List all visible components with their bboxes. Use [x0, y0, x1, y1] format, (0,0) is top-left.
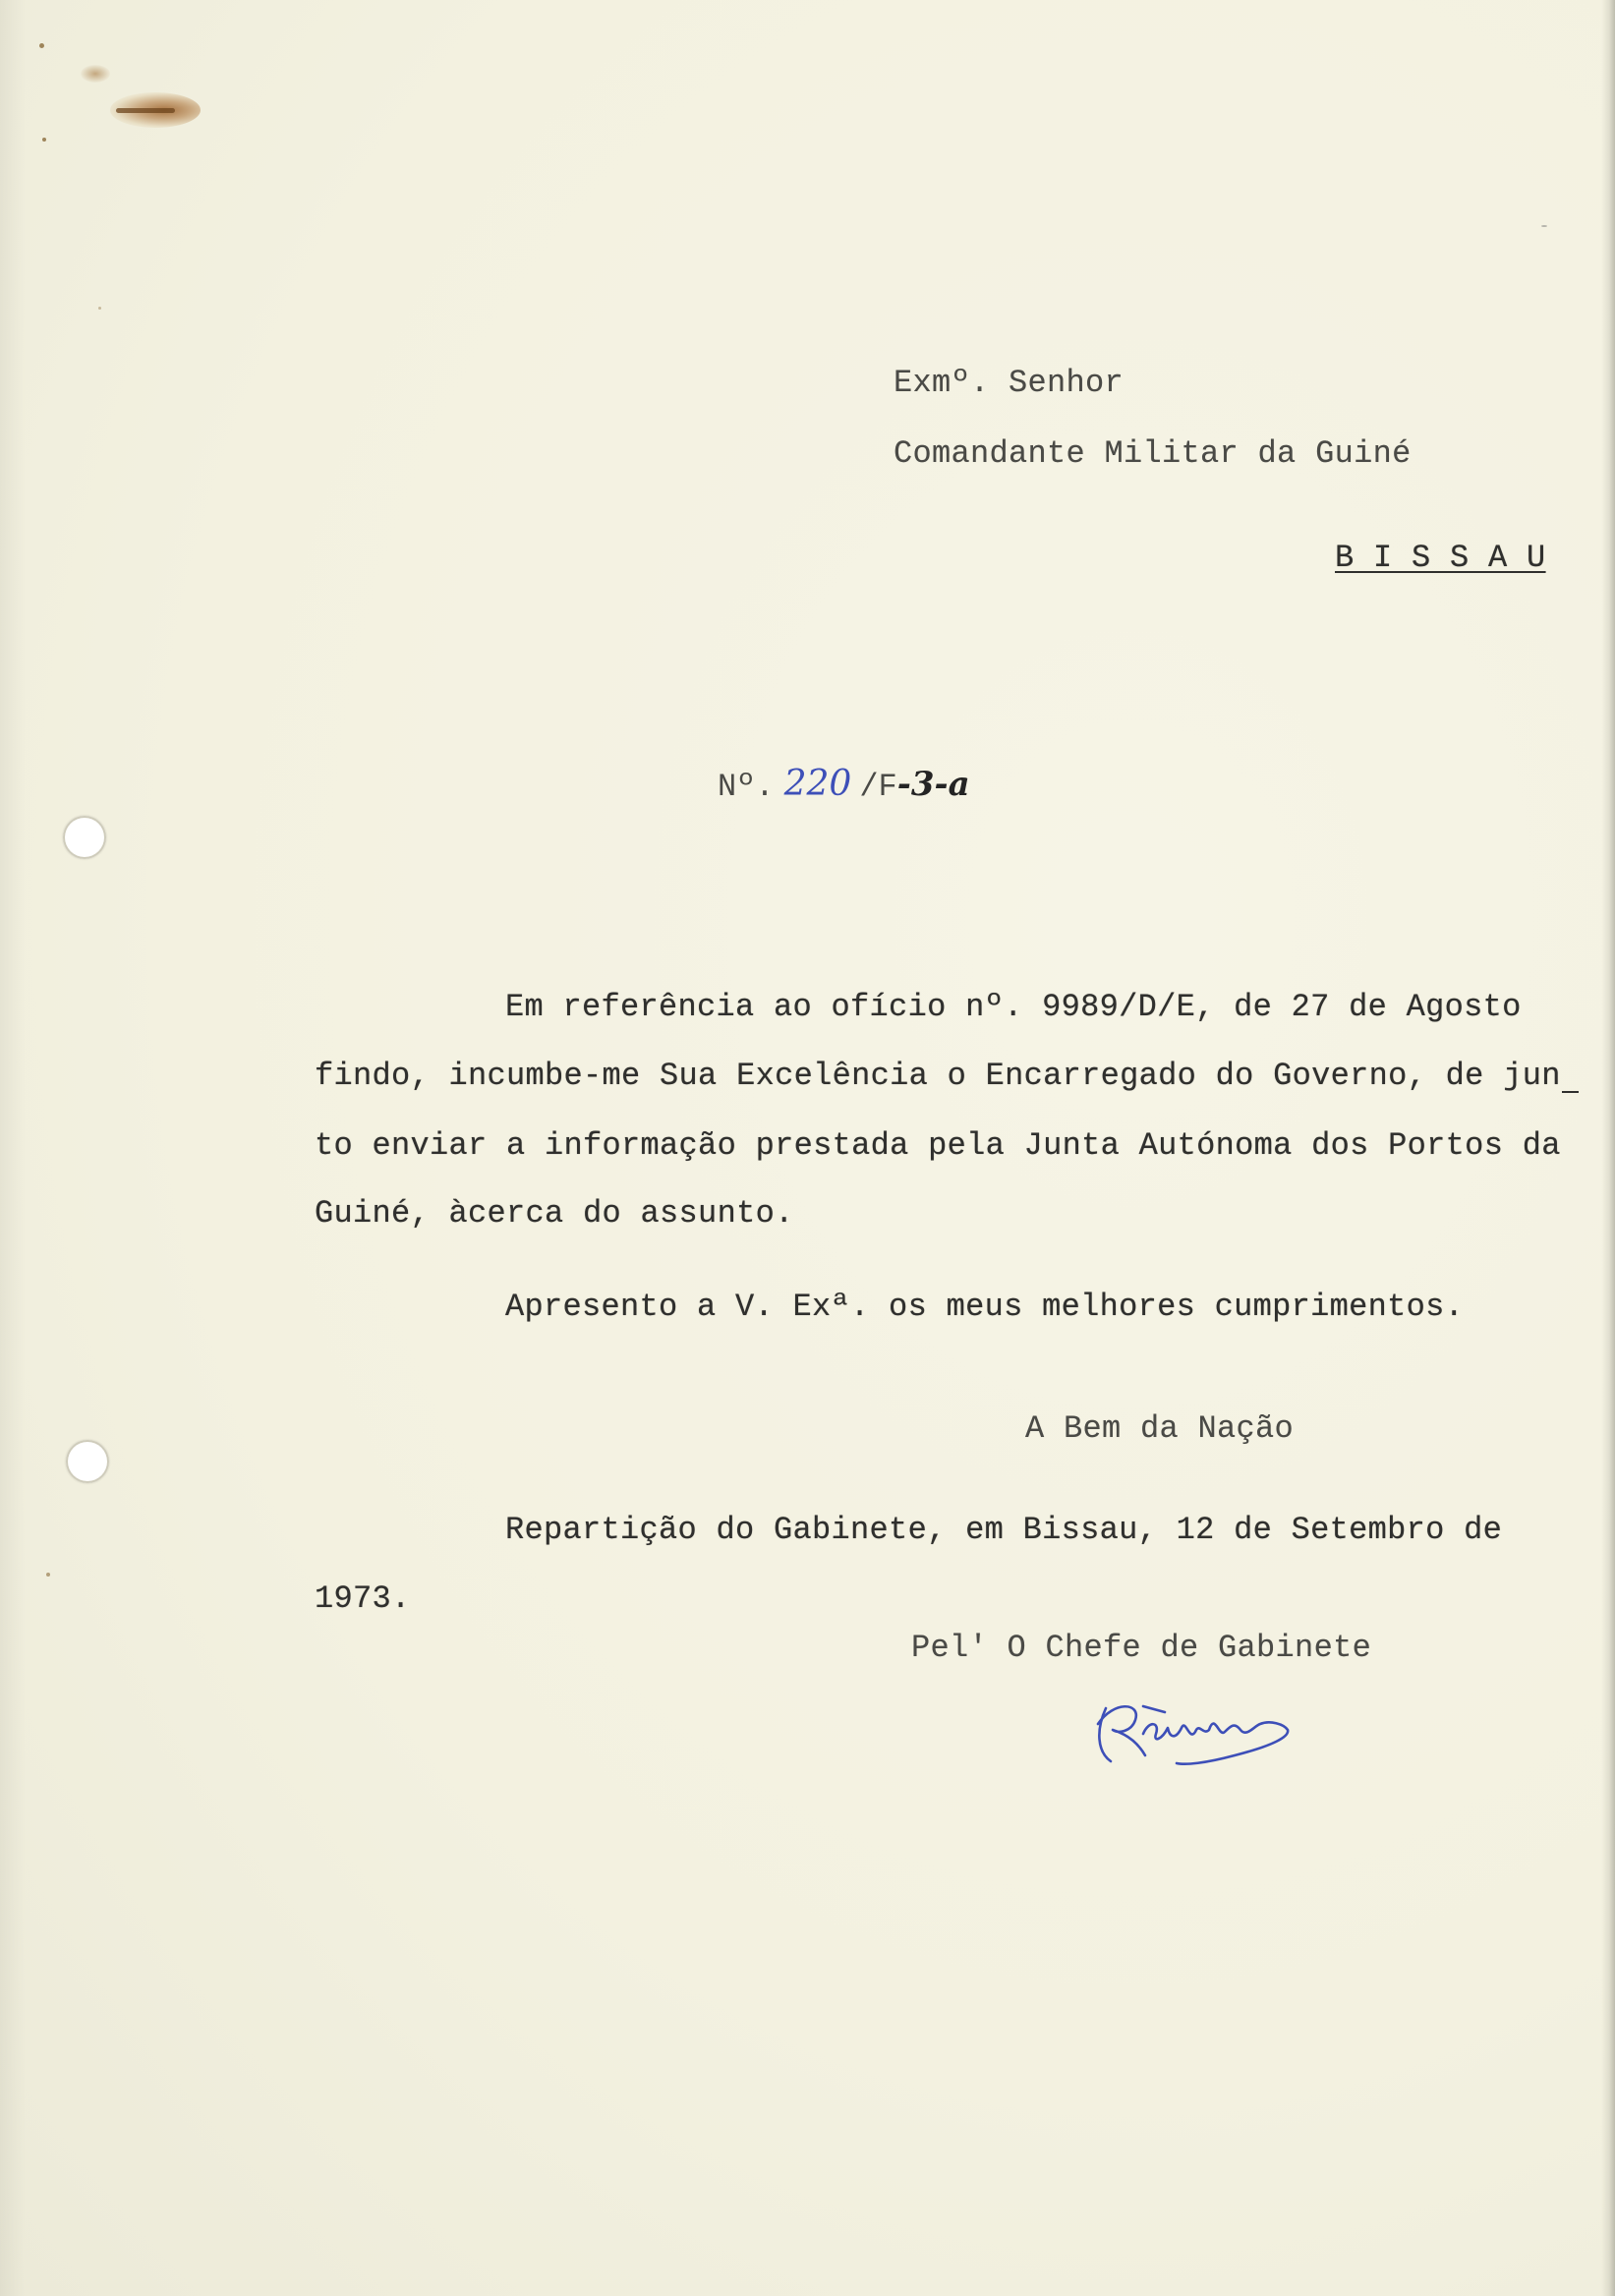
addressee-title: Comandante Militar da Guiné	[894, 435, 1412, 472]
punch-hole-lower	[66, 1440, 109, 1483]
closing-signatory: Pel' O Chefe de Gabinete	[911, 1630, 1372, 1666]
signature	[1086, 1683, 1298, 1776]
reference-handwritten-section: -3-a	[896, 765, 970, 804]
addressee-city: B I S S A U	[1335, 540, 1546, 576]
reference-prefix: Nº.	[718, 769, 775, 805]
reference-handwritten-number: 220	[783, 764, 852, 804]
speck	[46, 1573, 50, 1577]
speck	[42, 138, 46, 142]
body-paragraph-1-line-3: to enviar a informação prestada pela Junta Autónoma dos Portos da	[315, 1127, 1561, 1164]
rust-spot	[81, 65, 110, 83]
hyphenation-mark	[1562, 1091, 1579, 1093]
speck	[98, 307, 101, 310]
body-paragraph-1-line-1: Em referência ao ofício nº. 9989/D/E, de 27 de Agosto	[505, 989, 1522, 1025]
body-paragraph-1-line-2: findo, incumbe-me Sua Excelência o Encarregado do Governo, de jun	[315, 1058, 1561, 1094]
speck	[1541, 225, 1547, 227]
body-paragraph-1-line-4: Guiné, àcerca do assunto.	[315, 1195, 794, 1232]
addressee-salutation: Exmº. Senhor	[894, 365, 1125, 401]
reference-series: /F	[859, 769, 897, 805]
punch-hole-upper	[63, 816, 106, 859]
reference-number	[718, 763, 970, 809]
closing-place-date-line-1: Repartição do Gabinete, em Bissau, 12 de Setembro de	[505, 1512, 1503, 1548]
speck	[39, 43, 44, 48]
closing-place-date-line-2: 1973.	[315, 1580, 411, 1617]
body-paragraph-2: Apresento a V. Exª. os meus melhores cumprimentos.	[505, 1289, 1465, 1325]
closing-motto: A Bem da Nação	[1025, 1410, 1295, 1447]
rust-streak	[116, 108, 175, 113]
